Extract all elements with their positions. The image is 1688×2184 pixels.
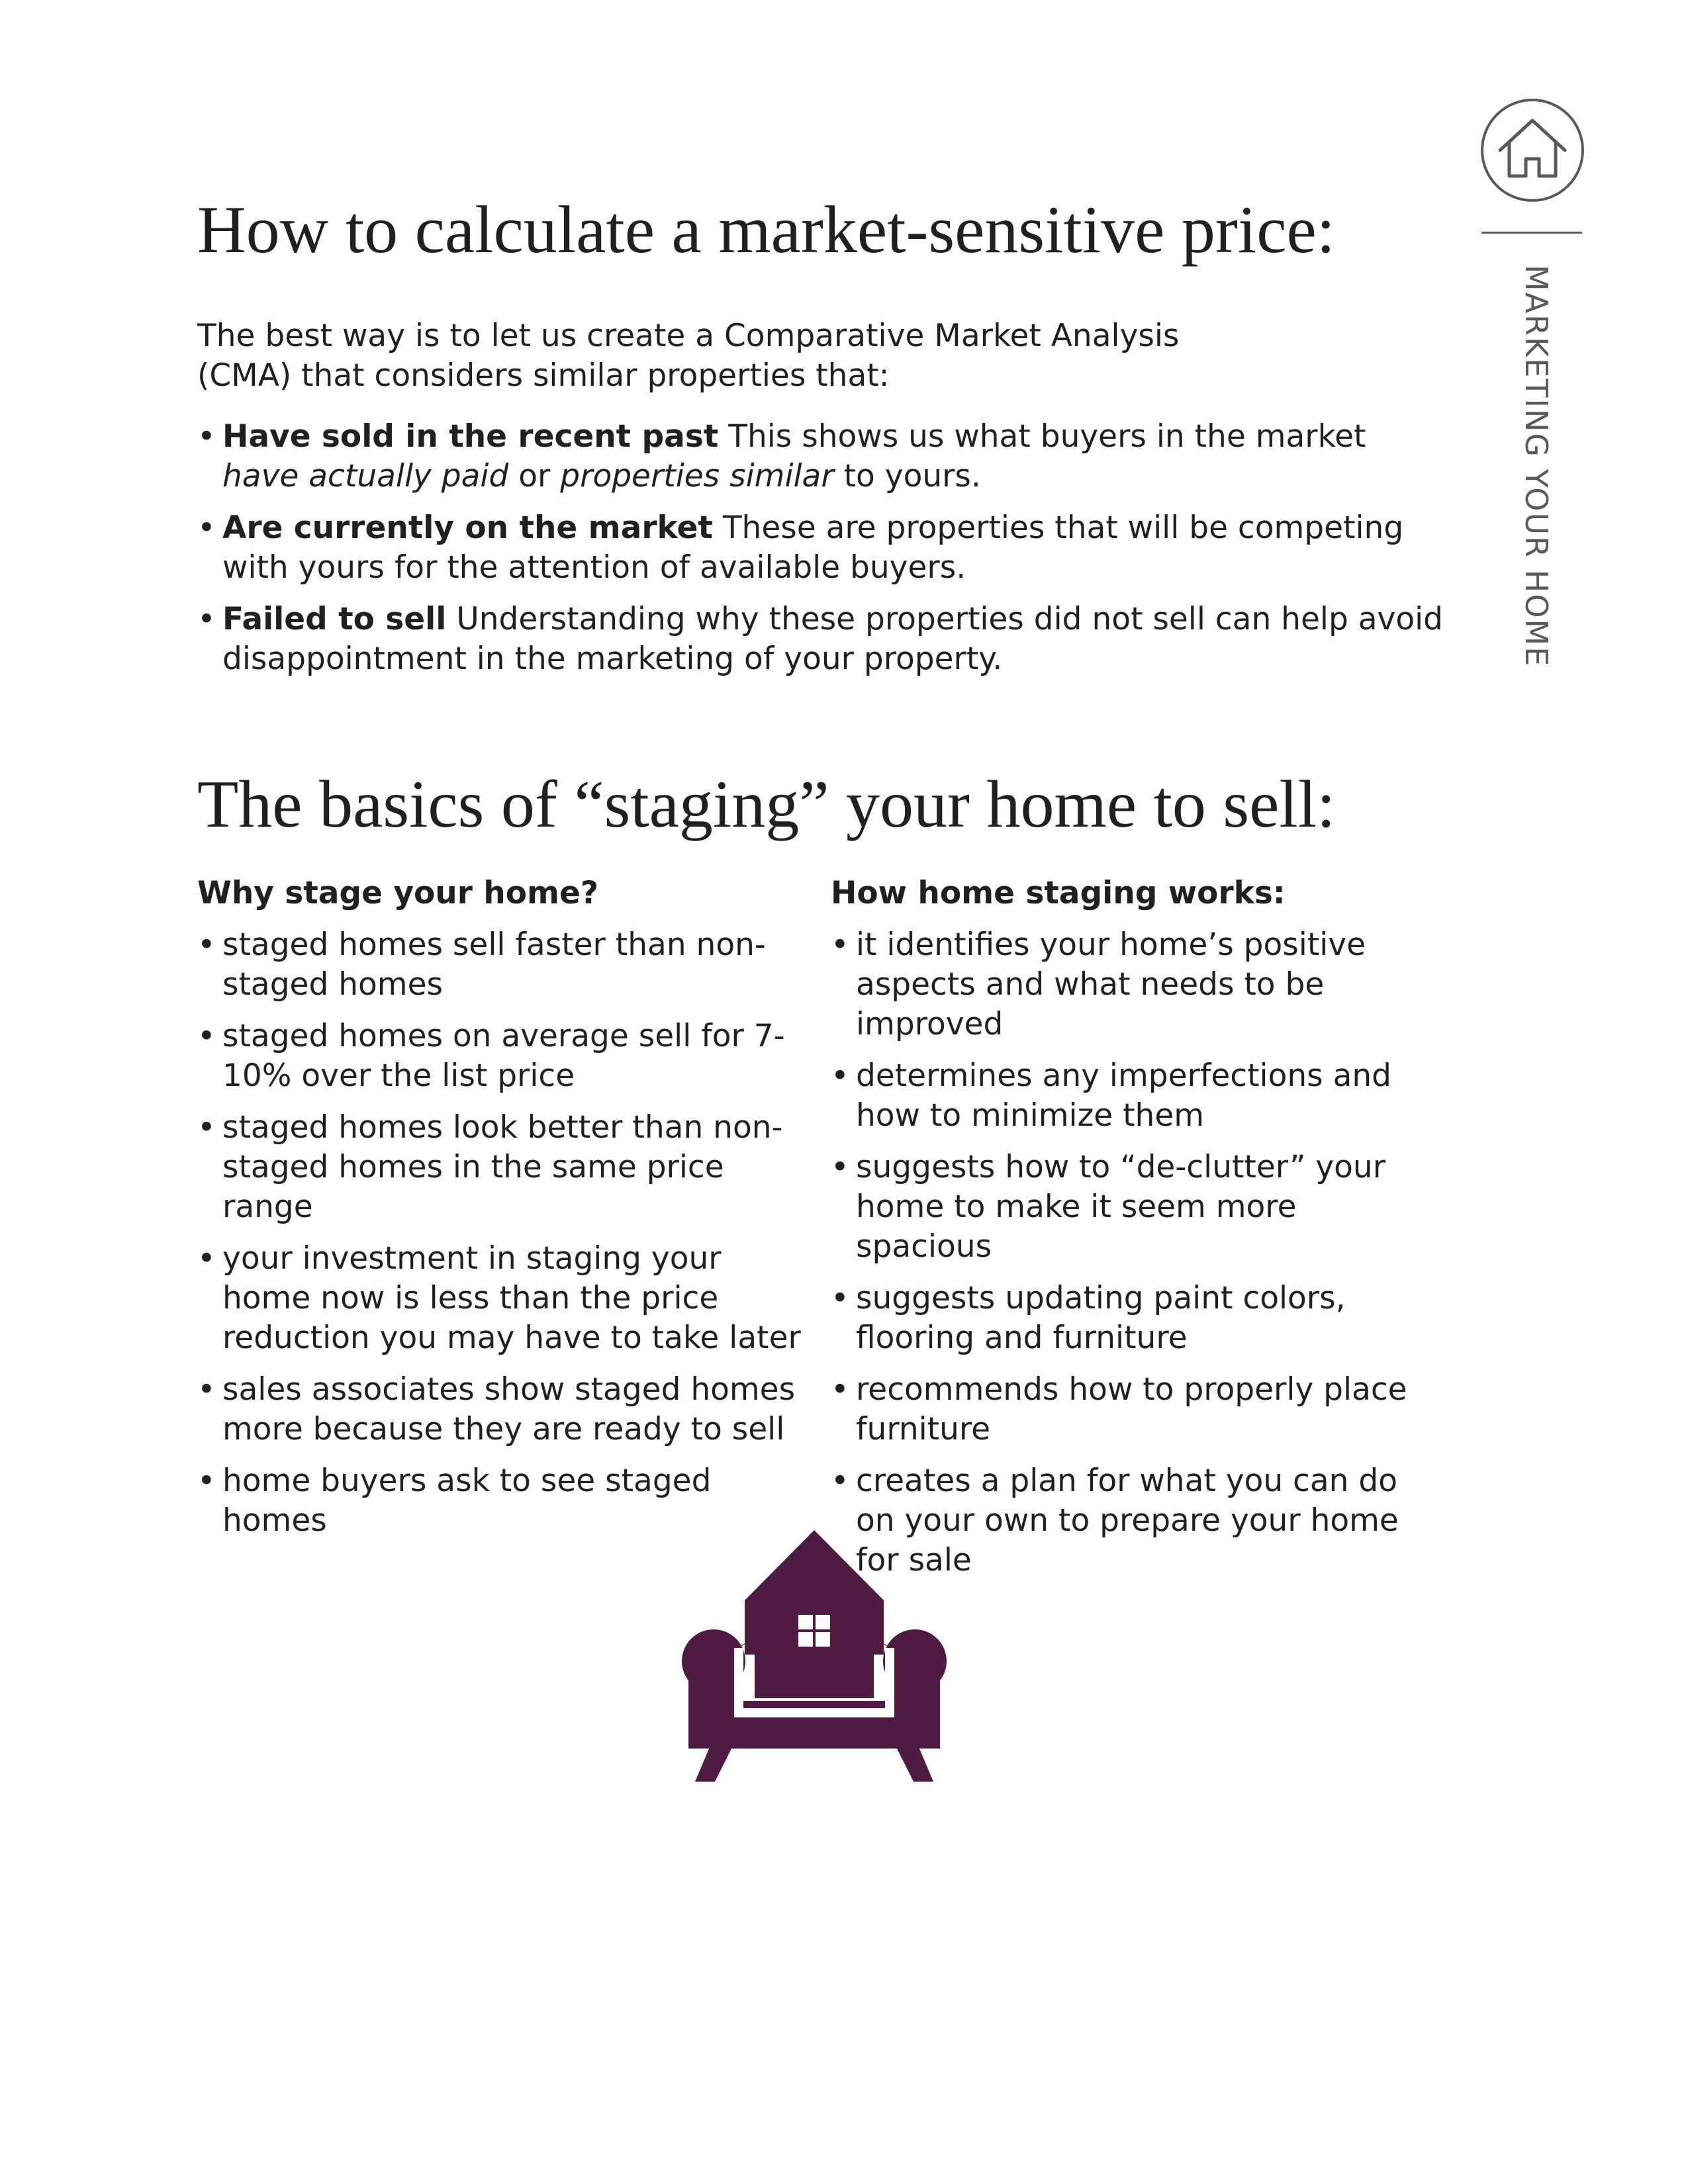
criterion-text: Understanding why these properties did not sell can help avoid disappointment in the marketing of your property. <box>222 601 1443 677</box>
list-item <box>197 508 1455 588</box>
list-item: • creates a plan for what you can do on your own to prepare your home for sale <box>831 1461 1440 1580</box>
list-item: • your investment in staging your home now is less than the price reduction you may have to take later <box>197 1239 806 1358</box>
criterion-emphasis: have actually paid <box>222 458 509 494</box>
criterion-text: This shows us what buyers in the market <box>718 418 1366 455</box>
cma-criteria-list <box>197 417 1455 691</box>
intro-paragraph <box>197 316 1455 396</box>
column-heading: How home staging works: <box>831 875 1286 911</box>
criterion-text: These are properties that will be competing with yours for the attention of available buyers. <box>222 510 1404 586</box>
why-stage-list <box>197 925 806 1541</box>
criterion-emphasis: properties similar <box>560 458 834 494</box>
list-item: • sales associates show staged homes more because they are ready to sell <box>197 1370 806 1449</box>
criterion-text: or <box>508 458 561 494</box>
staging-section-title: The basics of “staging” your home to sell: <box>197 767 1336 842</box>
how-staging-works-list <box>831 925 1440 1580</box>
price-section-title: How to calculate a market-sensitive price: <box>197 193 1336 267</box>
list-item <box>197 600 1455 679</box>
intro-line: The best way is to let us create a Comparative Market Analysis <box>197 318 1180 354</box>
list-item <box>197 417 1455 496</box>
column-heading: Why stage your home? <box>197 875 599 911</box>
intro-line: (CMA) that considers similar properties that: <box>197 357 890 394</box>
criterion-title: Have sold in the recent past <box>222 418 719 455</box>
list-item: • suggests how to “de-clutter” your home to make it seem more spacious <box>831 1148 1440 1267</box>
house-outline-icon <box>1480 98 1585 203</box>
criterion-title: Failed to sell <box>222 601 447 637</box>
list-item: • staged homes sell faster than non-staged homes <box>197 925 806 1005</box>
list-item: • determines any imperfections and how to minimize them <box>831 1056 1440 1136</box>
armchair-house-icon <box>675 1522 953 1787</box>
why-stage-column <box>197 874 806 1553</box>
section-label: MARKETING YOUR HOME <box>1519 265 1554 668</box>
criterion-title: Are currently on the market <box>222 510 713 546</box>
list-item: • staged homes look better than non-staged homes in the same price range <box>197 1108 806 1227</box>
list-item: • it identifies your home’s positive aspects and what needs to be improved <box>831 925 1440 1044</box>
side-divider <box>1481 232 1582 234</box>
criterion-text: to yours. <box>833 458 981 494</box>
how-staging-works-column <box>831 874 1440 1592</box>
list-item: • staged homes on average sell for 7-10% over the list price <box>197 1017 806 1096</box>
list-item: • home buyers ask to see staged homes <box>197 1461 806 1541</box>
list-item: • recommends how to properly place furniture <box>831 1370 1440 1449</box>
list-item: • suggests updating paint colors, flooring and furniture <box>831 1279 1440 1358</box>
